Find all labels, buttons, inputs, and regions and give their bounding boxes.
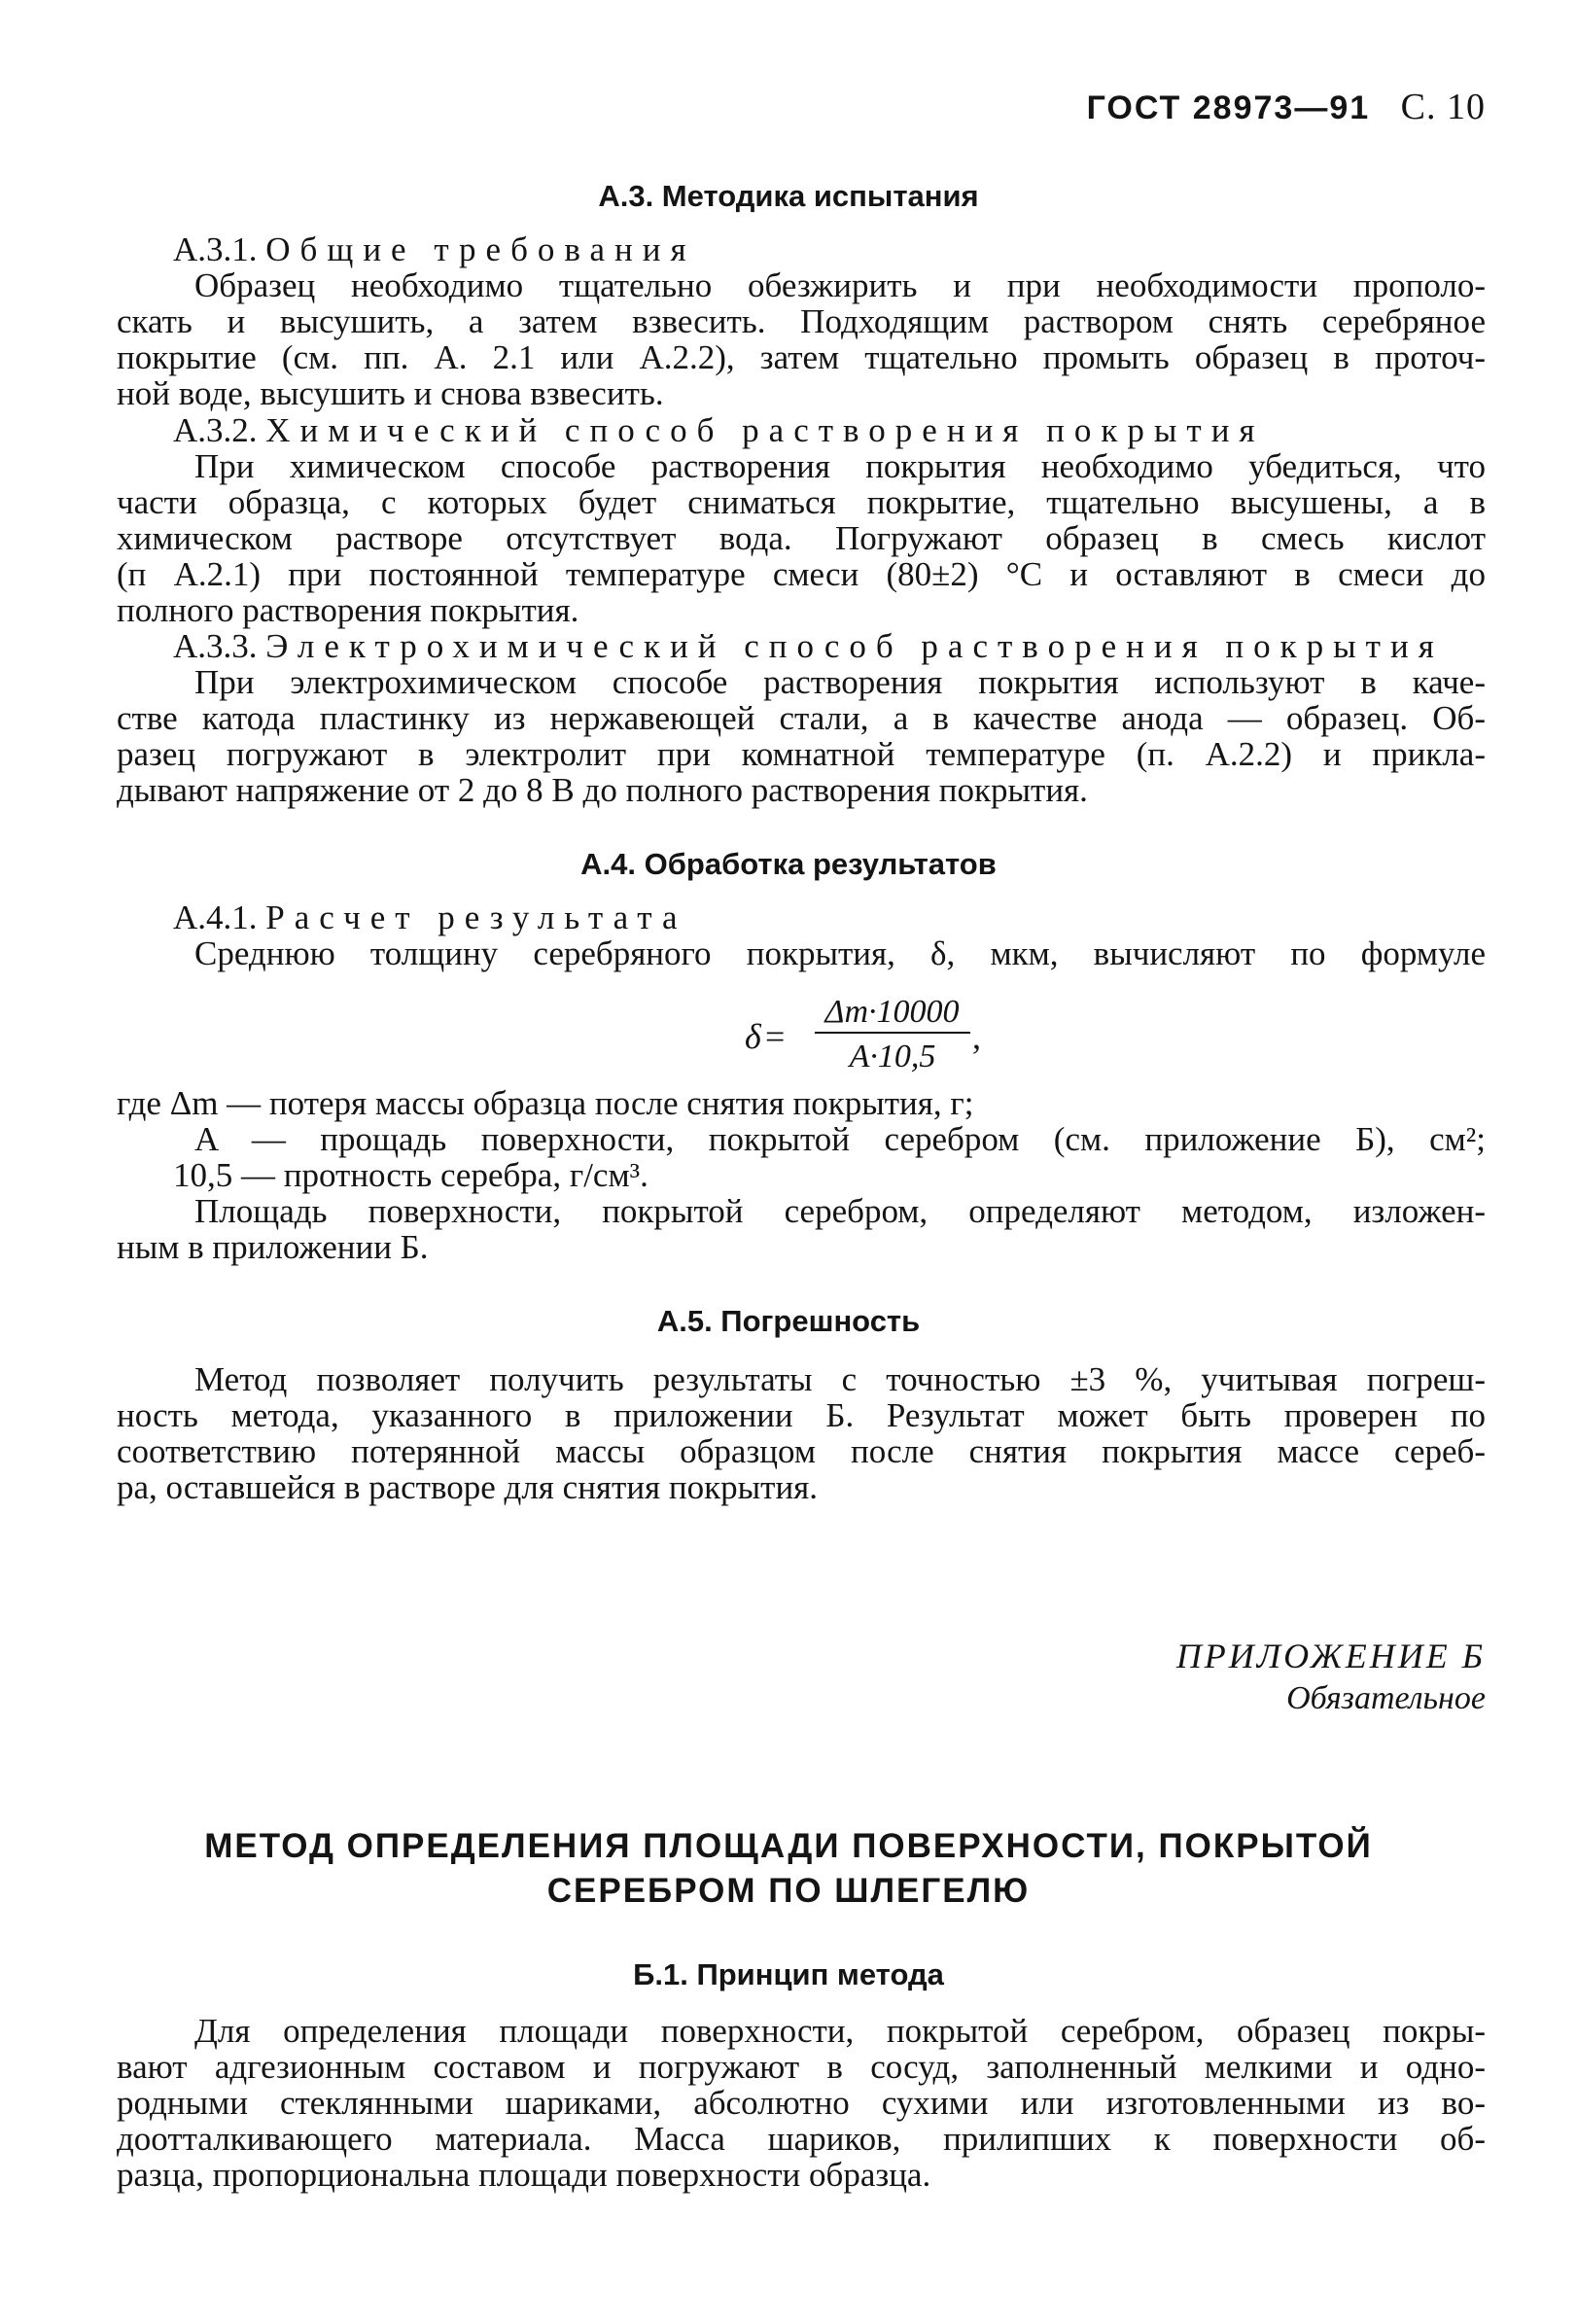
section-a4-1	[117, 899, 1486, 971]
formula-numerator: Δm·10000	[824, 994, 960, 1030]
text-line: ной воде, высушить и снова взвесить.	[117, 374, 664, 412]
text-line: (п А.2.1) при постоянной температуре смеси (80±2) °С и оставляют в смеси до	[117, 555, 1486, 593]
text-line: При электрохимическом способе растворения покрытия используют в каче-	[194, 663, 1486, 701]
section-a4-title: А.4. Обработка результатов	[580, 847, 997, 881]
appendix-title	[0, 1824, 1577, 1914]
section-a5-body	[117, 1361, 1486, 1505]
text-line: родными стеклянными шариками, абсолютно сухими или изготовленными из во-	[117, 2084, 1486, 2122]
page-header	[1087, 89, 1486, 126]
formula-legend	[117, 1085, 1486, 1265]
text-line: При химическом способе растворения покрытия необходимо убедиться, что	[194, 447, 1486, 485]
section-a3-title: А.3. Методика испытания	[598, 179, 979, 213]
text-line: разца, пропорциональна площади поверхности образца.	[117, 2156, 931, 2194]
text-line: дывают напряжение от 2 до 8 В до полного растворения покрытия.	[117, 771, 1088, 809]
gost-number: ГОСТ 28973—91	[1086, 89, 1371, 126]
text-line: скать и высушить, а затем взвесить. Подходящим раствором снять серебряное	[117, 302, 1486, 340]
text-line: ным в приложении Б.	[117, 1228, 429, 1266]
text-line: химическом растворе отсутствует вода. Погружают образец в смесь кислот	[117, 519, 1486, 557]
subsection-heading: А.4.1. Расчет результата	[173, 898, 687, 936]
formula-intro: Среднюю толщину серебряного покрытия, δ, мкм, вычисляют по формуле	[194, 934, 1486, 972]
text-line: соответствию потерянной массы образцом после снятия покрытия массе сереб-	[117, 1432, 1486, 1470]
section-a3-1	[117, 231, 1486, 411]
legend-line: A — прощадь поверхности, покрытой серебром (см. приложение Б), см²;	[194, 1120, 1486, 1158]
section-a5-title: А.5. Погрешность	[656, 1304, 921, 1338]
text-line: Для определения площади поверхности, покрытой серебром, образец покры-	[194, 2012, 1486, 2050]
section-a3-2	[117, 412, 1486, 628]
formula-equals: =	[765, 1017, 786, 1056]
legend-line: 10,5 — протность серебра, г/см³.	[173, 1156, 648, 1194]
text-line: Площадь поверхности, покрытой серебром, определяют методом, изложен-	[194, 1192, 1486, 1230]
text-line: стве катода пластинку из нержавеющей стали, а в качестве анода — образец. Об-	[117, 699, 1486, 737]
text-line: полного растворения покрытия.	[117, 591, 579, 629]
appendix-label	[1176, 1638, 1486, 1716]
formula-lhs: δ	[745, 1017, 761, 1056]
formula-comma: ,	[972, 1017, 981, 1056]
appendix-number: ПРИЛОЖЕНИЕ Б	[1175, 1637, 1486, 1675]
text-line: вают адгезионным составом и погружают в сосуд, заполненный мелкими и одно-	[117, 2048, 1486, 2086]
formula-denominator: A·10,5	[849, 1039, 936, 1074]
subsection-heading: А.3.1. Общие требования	[173, 230, 696, 268]
legend-line: где Δm — потеря массы образца после снятия покрытия, г;	[117, 1084, 974, 1122]
appendix-title-line: СЕРЕБРОМ ПО ШЛЕГЕЛЮ	[546, 1872, 1031, 1910]
page-number: С. 10	[1400, 87, 1486, 127]
text-line: ность метода, указанного в приложении Б. Результат может быть проверен по	[117, 1396, 1486, 1434]
text-line: доотталкивающего материала. Масса шариков, прилипших к поверхности об-	[117, 2120, 1486, 2158]
appendix-status: Обязательное	[1286, 1680, 1486, 1716]
text-line: покрытие (см. пп. А. 2.1 или А.2.2), затем тщательно промыть образец в проточ-	[117, 338, 1486, 376]
subsection-heading: А.3.2. Химический способ растворения покрытия	[173, 411, 1265, 449]
subsection-heading: А.3.3. Электрохимический способ растворения покрытия	[173, 627, 1444, 665]
section-b1-title: Б.1. Принцип метода	[633, 1957, 944, 1991]
appendix-title-line: МЕТОД ОПРЕДЕЛЕНИЯ ПЛОЩАДИ ПОВЕРХНОСТИ, ПОКРЫТОЙ	[204, 1827, 1373, 1865]
text-line: ра, оставшейся в растворе для снятия покрытия.	[117, 1468, 819, 1506]
fraction-bar	[815, 1032, 970, 1034]
text-line: Образец необходимо тщательно обезжирить и при необходимости прополо-	[194, 266, 1486, 304]
text-line: разец погружают в электролит при комнатной температуре (п. А.2.2) и прикла-	[117, 735, 1486, 773]
text-line: части образца, с которых будет сниматься покрытие, тщательно высушены, а в	[117, 483, 1486, 521]
text-line: Метод позволяет получить результаты с точностью ±3 %, учитывая погреш-	[194, 1360, 1486, 1398]
thickness-formula	[0, 990, 1577, 1083]
section-a3-3	[117, 628, 1486, 808]
section-b1-body	[117, 2013, 1486, 2193]
